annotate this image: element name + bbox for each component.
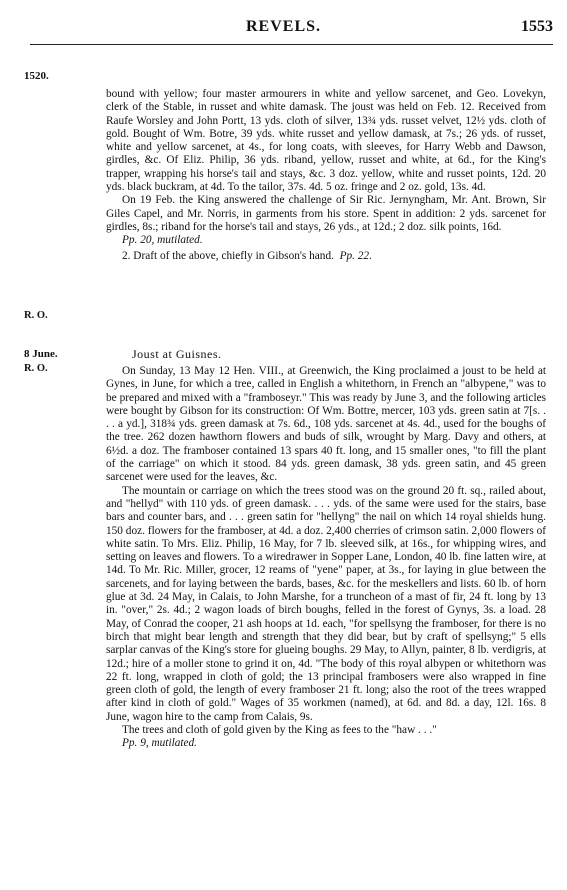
page-number: 1553 xyxy=(521,18,553,35)
margin-record-office-1: R. O. xyxy=(24,310,48,321)
section-heading: Joust at Guisnes. xyxy=(132,347,222,361)
paragraph: The trees and cloth of gold given by the King as fees to the "haw . . ." xyxy=(122,724,437,737)
paragraph: On Sunday, 13 May 12 Hen. VIII., at Greenwich, the King proclaimed a joust to be held at Gynes, in June, for which a tree, called in English a whitethorn, in French an "albypene," was to be prepared and mixed with a "framboseyr." This was ready by June 3, and the following articles were bought by Gibson for its construction: Of Wm. Bottre, mercer, 103 yds. green satin at 7[s. . . . a yd.], 318¾ yds. green damask at 7s. 6d., 108 yds. sarcenet at 4s. 4d., used for the boughs of the tree. 262 dozen hawthorn flowers and buds of silk, wrought by Marg. Davy and others, at 6½d. a doz. The framboser contained 13 spars 40 ft. long, and 15 smaller ones, "to fill the plant of the carriage" on which it stood. 84 yds. green damask, 38 yds. green satin, and 45 green sarcenet were used for the leaves, &c. xyxy=(106,365,546,484)
paragraph: bound with yellow; four master armourers in white and yellow sarcenet, and Geo. Lovekyn, clerk of the Stable, in russet and white damask. The joust was held on Feb. 12. Received from Raufe Worsley and John Portt, 13 yds. cloth of silver, 13¾ yds. russet velvet, 12½ yds. cloth of gold. Bought of Wm. Botre, 39 yds. white russet and yellow damask, at 7s.; 26 yds. of russet, white and yellow sarcenet, at 4s., for long coats, with sleeves, for Harry Webb and Dawson, girdles, &c. Of Eliz. Philip, 36 yds. riband, yellow, russet and white, at 6d., for the King's trapper, wrapping his horse's tail and stays, &c. 3 doz. yellow, white and russet points, 12d. 20 yds. black buckram, at 4d. To the tailor, 37s. 4d. 5 oz. fringe and 2 oz. gold, 13s. 4d. xyxy=(106,88,546,194)
paragraph: On 19 Feb. the King answered the challenge of Sir Ric. Jernyngham, Mr. Ant. Brown, Sir Giles Capel, and Mr. Norris, in garments from his store. Spent in addition: 2 yds. sarcenet for girdles, 8s.; riband for the horse's tail and stays, 26 yds., at 12d.; 2 doz. silk points, 16d. xyxy=(106,194,546,233)
item-reference: Pp. 22. xyxy=(339,249,372,262)
margin-date: 8 June. xyxy=(24,348,58,360)
header-rule xyxy=(30,44,553,45)
paragraph: The mountain or carriage on which the trees stood was on the ground 20 ft. sq., railed about, and "hellyd" with 110 yds. of green damask. . . . yds. of the same were used for the stairs, base bars and counter bars, and . . . green satin for "hellyng" the nail on which 14 royal shields hung. 150 doz. flowers for the framboser, at 4d. a doz. 2,400 cherries of crimson satin. 2,000 flowers of white satin. To Mrs. Eliz. Philip, 16 May, for 7 lb. sleeved silk, at 16s., for whipping wires, and setting on leaves and flowers. To a wiredrawer in Sopper Lane, London, 40 lb. fine latten wire, at 14d. To Mr. Ric. Miller, grocer, 12 reams of "yene" paper, at 3s., for laying in glue between the sarcenets, and for laying between the bards, bases, &c. for the meskellers and lists. 60 lb. of horn glue at 3d. 24 May, in Calais, to John Marshe, for a truncheon of a mast of fir, 24 ft. long by 13 in. "over," 2s. 4d.; 2 wagon loads of birch boughs, felled in the forest of Gynys, 3s. a load. 28 May, of Conrad the cooper, 21 ash hoops at 1d. each, "for spellsyng the framboser, for there is no birch that might bear length and strength that they did bear, but by craft of spellsyng;" 5 ells sarplar canvas of the King's store for glueing boughs. 29 May, to Allyn, painter, 8 lb. verdigris, at 12d.; hire of a moller stone to grind it on, 4d. "The body of this royal albypen or whitethorn was 22 ft. long, wrapped in cloth of gold; the 13 principal frambosers were also wrapped in fine green cloth of gold, the length of every framboser 21 ft. long; also the root of the trees wrapped after kind in cloth of gold." Wages of 35 workmen (named), at 6d. and 8d. a day, 12l. 16s. 8 June, wagon hire to the camp from Calais, 9s. xyxy=(106,484,546,723)
section-1 xyxy=(106,88,546,263)
running-title: REVELS. xyxy=(245,18,322,35)
margin-year: 1520. xyxy=(24,70,49,82)
document-reference: Pp. 20, mutilated. xyxy=(122,234,203,247)
section-2 xyxy=(106,365,546,751)
document-reference: Pp. 9, mutilated. xyxy=(122,737,197,750)
margin-record-office-2: R. O. xyxy=(24,363,48,374)
item-description: 2. Draft of the above, chiefly in Gibson's hand. xyxy=(122,249,334,262)
page-header xyxy=(0,18,567,40)
